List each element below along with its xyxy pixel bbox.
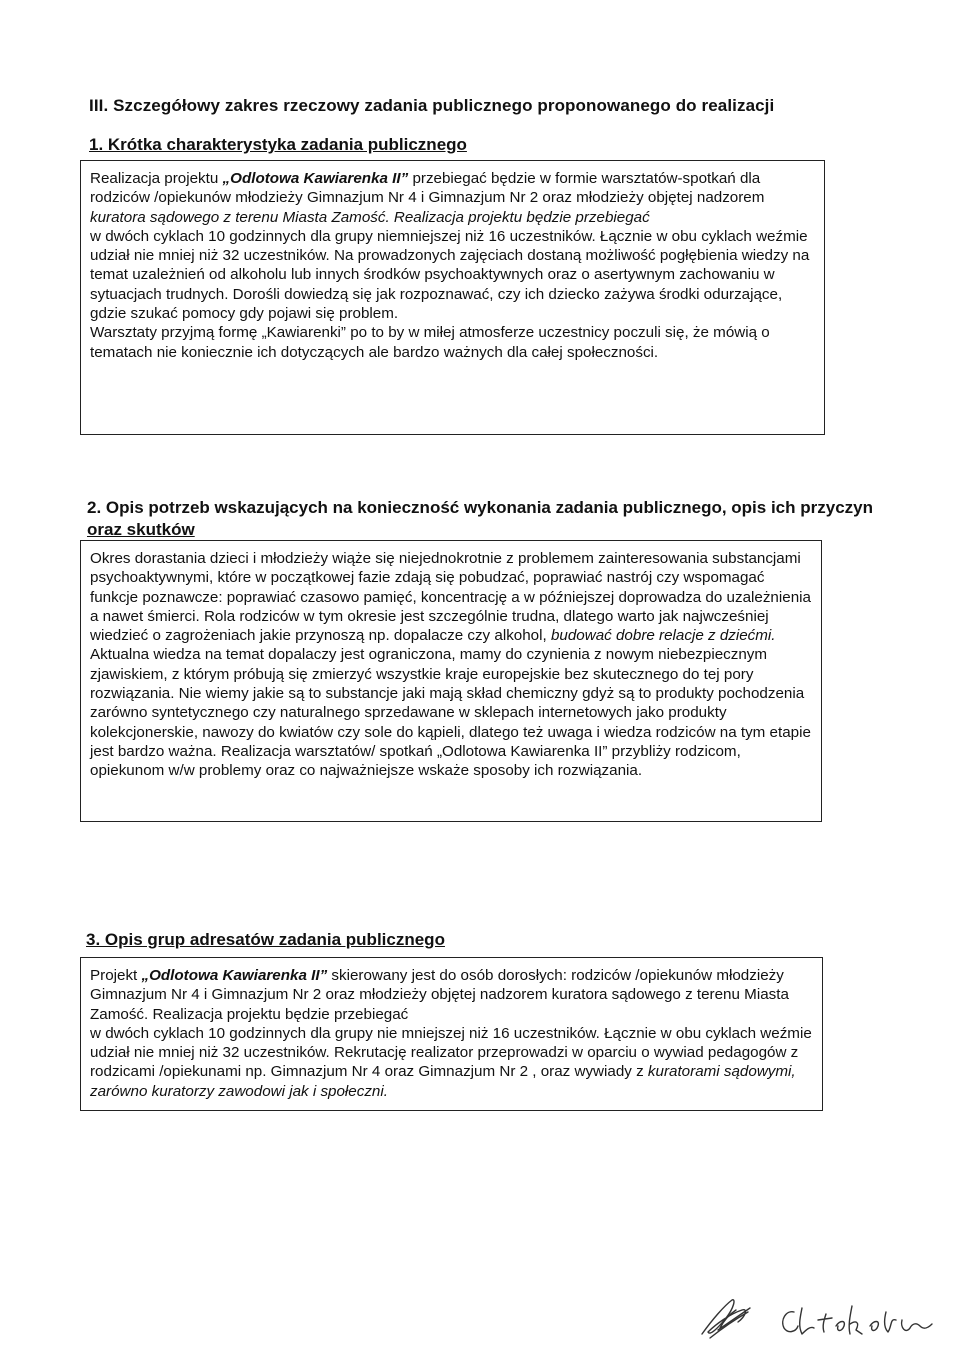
section-2-paragraph-1 bbox=[90, 549, 815, 645]
section-1-paragraph-1 bbox=[90, 169, 818, 227]
section-2-box bbox=[80, 540, 822, 822]
text-span-italic: Realizacja projektu będzie przebiegać bbox=[389, 208, 650, 226]
section-1-heading: 1. Krótka charakterystyka zadania publicznego bbox=[89, 135, 467, 154]
section-1-box bbox=[80, 160, 825, 435]
project-title: „Odlotowa Kawiarenka II” bbox=[141, 967, 328, 984]
section-3-box bbox=[80, 957, 823, 1111]
text-span-italic: kuratora sądowego z terenu Miasta Zamość. bbox=[90, 208, 390, 226]
section-2-heading-line-1: 2. Opis potrzeb wskazujących na konieczność wykonania zadania publicznego, opis ich przyczyn bbox=[87, 498, 873, 517]
section-2-heading bbox=[87, 497, 877, 541]
text-span-italic: budować dobre relacje z dziećmi. bbox=[550, 627, 776, 645]
text-span: w dwóch cyklach 10 godzinnych dla grupy nie mniejszej niż 16 uczestników. Łącznie w obu cyklach weźmie udział nie mniej niż 32 uczestników. Rekrutację realizator przeprowadzi w oparciu o wywiad pedagogów z rodzicami /opiekunami np. Gimnazjum Nr 4 oraz Gimnazjum Nr 2 , oraz wywiady z bbox=[90, 1024, 812, 1081]
text-span: Okres dorastania dzieci i młodzieży wiąże się niejednokrotnie z problemem zainteresowania substancjami psychoaktywnymi, które w początkowej fazie zdają się pobudzać, poprawiać nastrój czy wspomagać funkcje poznawcze: poprawiać czasowo pamięć, koncentrację a w późniejszej doprowadza do uzależnienia a nawet śmierci. Rola rodziców w tym okresie jest szczególnie trudna, dlatego warto jak najwcześniej wiedzieć o zagrożeniach jakie przynoszą np. dopalacze czy alkohol, bbox=[90, 550, 811, 645]
section-1-paragraph-2: w dwóch cyklach 10 godzinnych dla grupy niemniejszej niż 16 uczestników. Łącznie w obu cyklach weźmie udział nie mniej niż 32 uczestników. Na prowadzonych zajęciach dostaną możliwość pogłębienia wiedzy na temat uzależnień od alkoholu lub innych środków psychoaktywnych oraz o asertywnym zachowaniu w sytuacjach trudnych. Dorośli dowiedzą się jak rozpoznawać, czy ich dziecko zażywa środki odurzające, gdzie szukać pomocy gdy pojawi się problem. bbox=[90, 227, 810, 323]
text-span-italic: kuratorami sądowymi, zarówno kuratorzy zawodowi jak i społeczni. bbox=[90, 1063, 796, 1100]
text-span: przebiegać będzie w formie warsztatów-spotkań dla rodziców /opiekunów młodzieży Gimnazjum Nr 4 i Gimnazjum Nr 2 oraz młodzieży objętej nadzorem bbox=[90, 170, 765, 207]
section-3-heading: 3. Opis grup adresatów zadania publicznego bbox=[86, 930, 445, 949]
section-3-paragraph-2 bbox=[90, 1024, 816, 1101]
handwritten-signature bbox=[690, 1290, 950, 1352]
project-title: „Odlotowa Kawiarenka II” bbox=[222, 170, 409, 187]
text-span: skierowany jest do osób dorosłych: rodziców /opiekunów młodzieży Gimnazjum Nr 4 i Gimnazjum Nr 2 oraz młodzieży objętej nadzorem kuratora sądowego z terenu Miasta Zamość. Realizacja projektu będzie przebiegać bbox=[90, 967, 789, 1023]
section-2-paragraph-2: Aktualna wiedza na temat dopalaczy jest ograniczona, mamy do czynienia z nowym niebezpiecznym zjawiskiem, z którym próbują się zmierzyć wszystkie kraje europejskie bez skutecznego do tej pory rozwiązania. Nie wiemy jakie są to substancje jaki mają skład chemiczny gdyż są to produkty pochodzenia zarówno syntetycznego czy naturalnego sprzedawane w sklepach internetowych jako produkty kolekcjonerskie, nawozy do kwiatów czy sole do kąpieli, dlatego też uwaga i wiedza rodziców na tym etapie jest bardzo ważna. Realizacja warsztatów/ spotkań „Odlotowa Kawiarenka II” przybliży rodzicom, opiekunom w/w problemy oraz co najważniejsze wskaże sposoby ich rozwiązania. bbox=[90, 646, 811, 780]
section-heading: III. Szczegółowy zakres rzeczowy zadania publicznego proponowanego do realizacji bbox=[89, 96, 775, 115]
section-3-paragraph-1 bbox=[90, 966, 816, 1024]
text-span: Projekt bbox=[90, 967, 142, 984]
section-1-paragraph-3: Warsztaty przyjmą formę „Kawiarenki” po to by w miłej atmosferze uczestnicy poczuli się, że mówią o tematach nie koniecznie ich dotyczących ale bardzo ważnych dla całej społeczności. bbox=[90, 324, 770, 361]
section-2-heading-line-2: oraz skutków bbox=[87, 520, 195, 539]
text-span: Realizacja projektu bbox=[90, 170, 223, 187]
